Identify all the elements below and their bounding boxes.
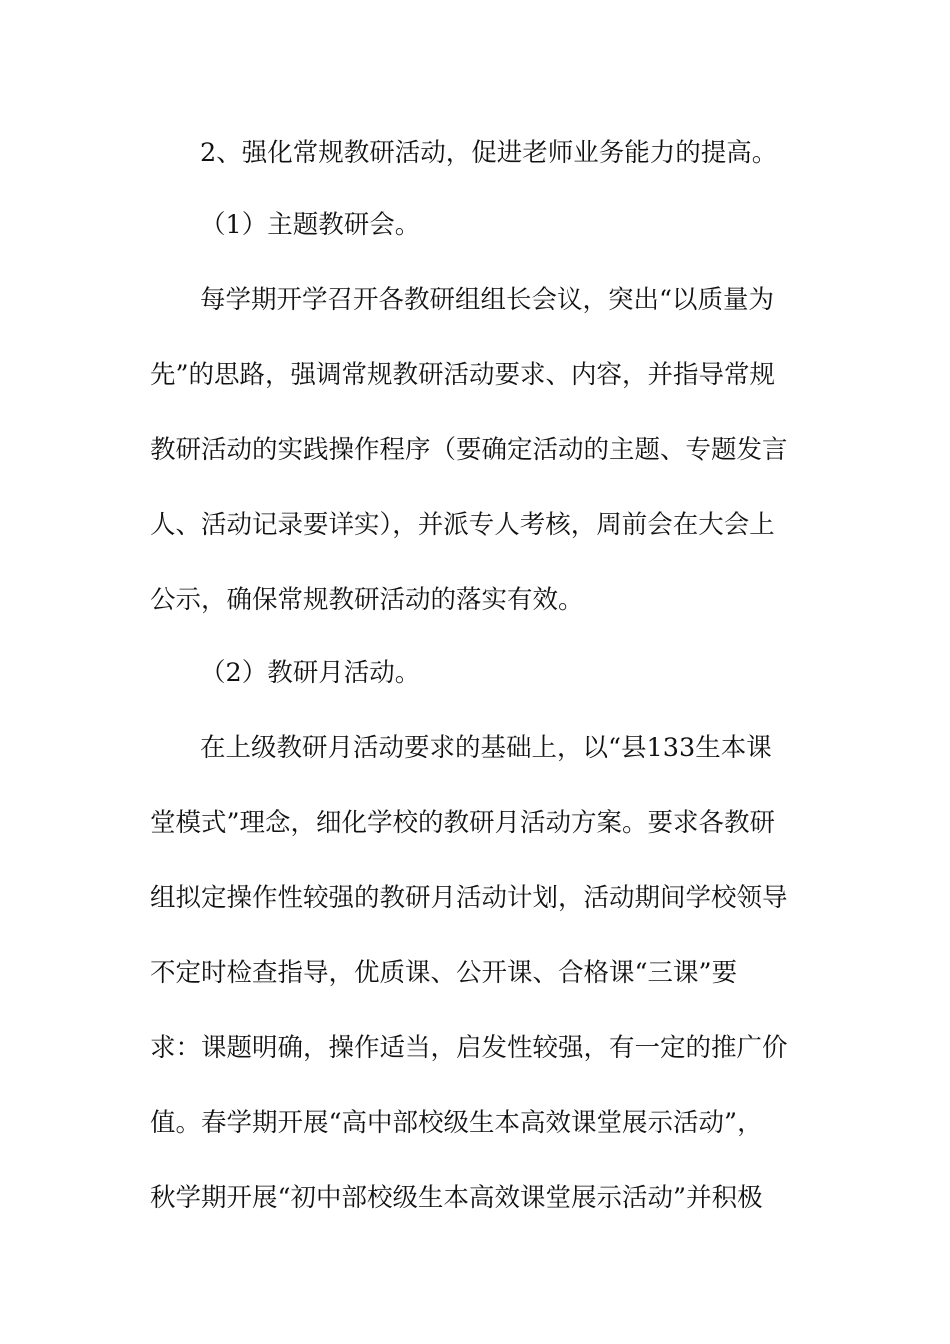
paragraph-line: 先”的思路，强调常规教研活动要求、内容，并指导常规 — [150, 360, 776, 390]
section-heading: 2、强化常规教研活动，促进老师业务能力的提高。 — [200, 138, 778, 168]
paragraph-line: 秋学期开展“初中部校级生本高效课堂展示活动”并积极 — [150, 1183, 763, 1213]
subsection-heading-1: （1）主题教研会。 — [200, 210, 421, 240]
paragraph-line: 值。春学期开展“高中部校级生本高效课堂展示活动”， — [150, 1108, 763, 1138]
paragraph-line: 不定时检查指导，优质课、公开课、合格课“三课”要 — [150, 958, 738, 988]
paragraph-line: 人、活动记录要详实），并派专人考核，周前会在大会上 — [150, 510, 775, 540]
paragraph-line: 教研活动的实践操作程序（要确定活动的主题、专题发言 — [150, 435, 788, 465]
paragraph-line: 堂模式”理念，细化学校的教研月活动方案。要求各教研 — [150, 808, 776, 838]
paragraph-line: 公示，确保常规教研活动的落实有效。 — [150, 585, 584, 615]
subsection-heading-2: （2）教研月活动。 — [200, 658, 421, 688]
paragraph-line: 求：课题明确，操作适当，启发性较强，有一定的推广价 — [150, 1033, 788, 1063]
paragraph-line: 组拟定操作性较强的教研月活动计划，活动期间学校领导 — [150, 883, 788, 913]
paragraph-line: 在上级教研月活动要求的基础上，以“县133生本课 — [200, 733, 772, 763]
paragraph-line: 每学期开学召开各教研组组长会议，突出“以质量为 — [200, 285, 775, 315]
